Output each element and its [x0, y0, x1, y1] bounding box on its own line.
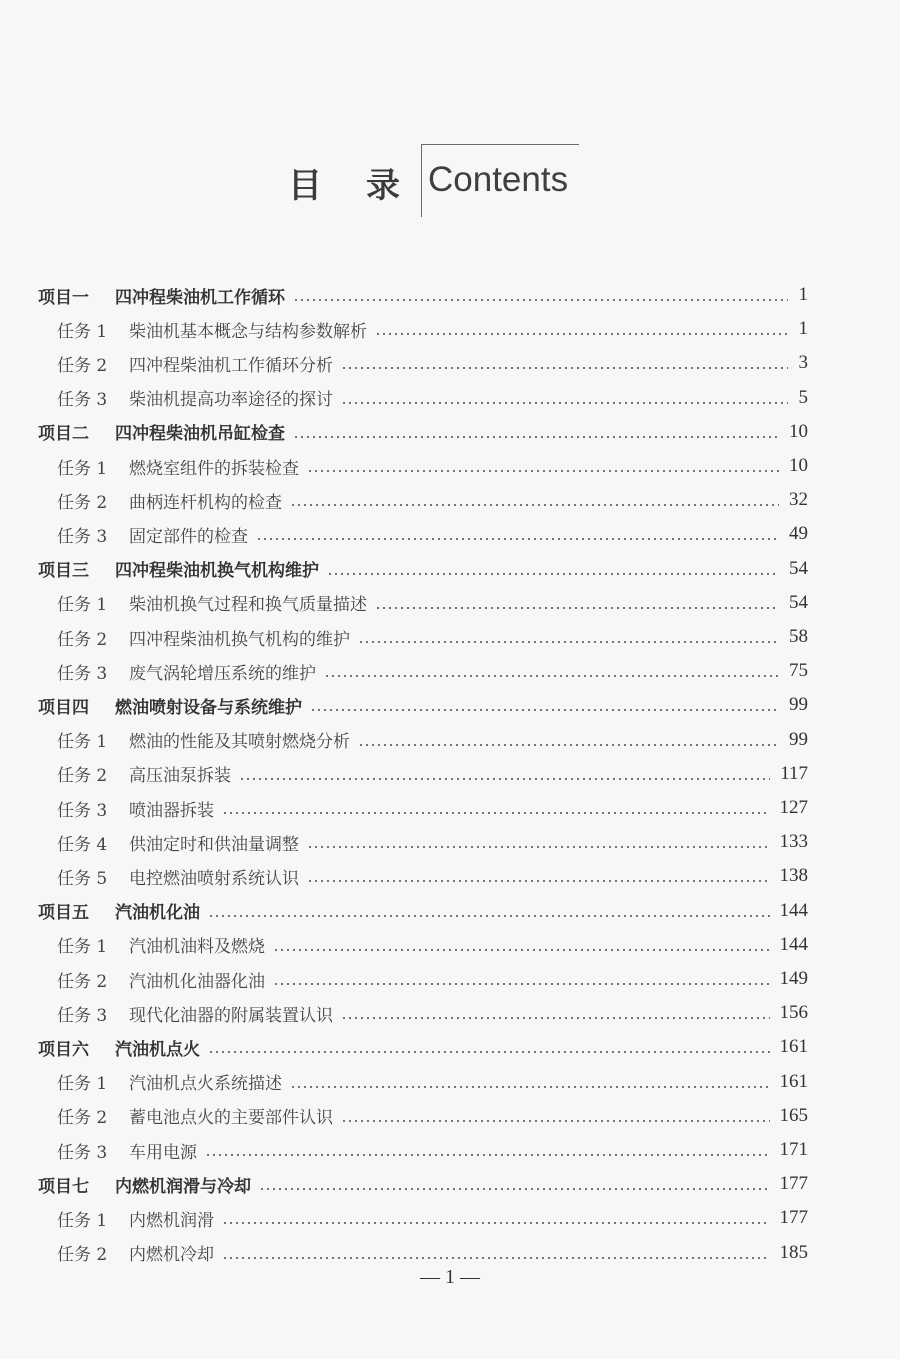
toc-project-entry[interactable]	[38, 415, 808, 449]
page-number: 75	[789, 660, 808, 682]
page-number: 32	[789, 489, 808, 511]
project-number: 项目六	[38, 1039, 89, 1060]
dot-leader	[290, 504, 779, 506]
dot-leader	[222, 812, 770, 814]
page-number: 177	[779, 1173, 808, 1195]
project-number: 项目七	[38, 1176, 89, 1197]
task-title: 曲柄连杆机构的检查	[129, 492, 282, 513]
toc-task-entry[interactable]	[57, 381, 808, 415]
task-number: 任务 5	[57, 868, 108, 889]
dot-leader	[205, 1154, 770, 1156]
dot-leader	[324, 675, 779, 677]
toc-project-entry[interactable]	[38, 278, 808, 312]
project-number: 项目五	[38, 903, 89, 924]
task-title: 四冲程柴油机工作循环分析	[129, 355, 333, 376]
toc-task-entry[interactable]	[57, 654, 808, 688]
project-title: 汽油机化油	[115, 903, 200, 924]
dot-leader	[358, 744, 779, 746]
dot-leader	[239, 778, 770, 780]
task-number: 任务 1	[57, 937, 108, 958]
title-english: Contents	[428, 160, 569, 199]
task-number: 任务 3	[57, 526, 108, 547]
toc-task-entry[interactable]	[57, 859, 808, 893]
task-title: 内燃机冷却	[129, 1245, 214, 1266]
page-number: 127	[779, 797, 808, 818]
project-number: 项目一	[38, 287, 89, 308]
toc-task-entry[interactable]	[57, 791, 808, 825]
task-number: 任务 1	[57, 458, 108, 479]
toc-task-entry[interactable]	[57, 962, 808, 996]
page-number: 1	[798, 318, 808, 340]
toc-task-entry[interactable]	[57, 1065, 808, 1099]
task-title: 供油定时和供油量调整	[129, 834, 299, 855]
project-number: 项目二	[38, 424, 89, 445]
task-title: 柴油机换气过程和换气质量描述	[129, 595, 367, 616]
toc-task-entry[interactable]	[57, 757, 808, 791]
task-number: 任务 3	[57, 800, 108, 821]
page-number: 133	[779, 831, 808, 853]
toc-task-entry[interactable]	[57, 1236, 808, 1270]
task-number: 任务 2	[57, 1108, 108, 1129]
toc-task-entry[interactable]	[57, 346, 808, 380]
task-title: 汽油机化油器化油	[129, 971, 265, 992]
task-number: 任务 3	[57, 1142, 108, 1163]
title-chinese: 目录	[288, 166, 444, 206]
task-title: 高压油泵拆装	[129, 766, 231, 787]
toc-task-entry[interactable]	[57, 1201, 808, 1235]
page-number: 177	[779, 1207, 808, 1229]
task-title: 内燃机润滑	[129, 1210, 214, 1231]
toc-title	[0, 140, 900, 220]
task-title: 四冲程柴油机换气机构的维护	[129, 629, 350, 650]
task-title: 车用电源	[129, 1142, 197, 1163]
task-number: 任务 2	[57, 1245, 108, 1266]
page-number: 1	[798, 284, 808, 305]
dot-leader	[208, 1051, 770, 1053]
project-title: 燃油喷射设备与系统维护	[115, 697, 302, 718]
task-title: 柴油机提高功率途径的探讨	[129, 390, 333, 411]
toc-task-entry[interactable]	[57, 483, 808, 517]
page-number: 165	[779, 1104, 808, 1126]
task-title: 废气涡轮增压系统的维护	[129, 663, 316, 684]
toc-task-entry[interactable]	[57, 517, 808, 551]
dot-leader	[273, 949, 770, 951]
dot-leader	[375, 607, 779, 609]
page-number: 99	[789, 694, 808, 716]
page-number: 54	[789, 591, 808, 613]
dot-leader	[341, 402, 788, 404]
toc-task-entry[interactable]	[57, 449, 808, 483]
page-number: 171	[779, 1139, 808, 1160]
task-title: 柴油机基本概念与结构参数解析	[129, 321, 367, 342]
task-number: 任务 3	[57, 390, 108, 411]
toc-task-entry[interactable]	[57, 620, 808, 654]
dot-leader	[293, 436, 779, 438]
page-number: 117	[780, 762, 808, 784]
project-title: 四冲程柴油机吊缸检查	[115, 424, 285, 445]
project-title: 四冲程柴油机工作循环	[115, 287, 285, 308]
page-number: 144	[779, 933, 808, 955]
toc-task-entry[interactable]	[57, 312, 808, 346]
dot-leader	[256, 538, 779, 540]
page-number: 138	[779, 865, 808, 887]
dot-leader	[273, 983, 770, 985]
page-number: 10	[789, 455, 808, 476]
toc-project-entry[interactable]	[38, 552, 808, 586]
dot-leader	[310, 709, 779, 711]
page-number: 161	[779, 1070, 808, 1092]
toc-project-entry[interactable]	[38, 688, 808, 722]
task-number: 任务 4	[57, 834, 108, 855]
task-title: 汽油机点火系统描述	[129, 1074, 282, 1095]
dot-leader	[290, 1086, 770, 1088]
dot-leader	[222, 1222, 770, 1224]
toc-task-entry[interactable]	[57, 586, 808, 620]
task-number: 任务 1	[57, 1210, 108, 1231]
task-title: 电控燃油喷射系统认识	[129, 868, 299, 889]
dot-leader	[341, 1120, 770, 1122]
task-number: 任务 3	[57, 1005, 108, 1026]
page-number: 156	[779, 1002, 808, 1024]
task-number: 任务 2	[57, 766, 108, 787]
toc-project-entry[interactable]	[38, 894, 808, 928]
task-number: 任务 1	[57, 321, 108, 342]
task-title: 现代化油器的附属装置认识	[129, 1005, 333, 1026]
task-title: 燃油的性能及其喷射燃烧分析	[129, 732, 350, 753]
page-number: 185	[779, 1241, 808, 1263]
page-number: 5	[798, 386, 808, 408]
task-title: 固定部件的检查	[129, 526, 248, 547]
project-title: 汽油机点火	[115, 1039, 200, 1060]
task-title: 喷油器拆装	[129, 800, 214, 821]
task-number: 任务 1	[57, 732, 108, 753]
dot-leader	[375, 333, 788, 335]
task-number: 任务 2	[57, 492, 108, 513]
task-title: 汽油机油料及燃烧	[129, 937, 265, 958]
page-number: 3	[798, 352, 808, 374]
task-number: 任务 2	[57, 355, 108, 376]
toc-task-entry[interactable]	[57, 1133, 808, 1167]
page-number: 49	[789, 523, 808, 545]
page-number: 58	[789, 626, 808, 647]
page-number-footer: — 1 —	[420, 1266, 480, 1288]
project-number: 项目三	[38, 561, 89, 582]
dot-leader	[222, 1257, 770, 1259]
dot-leader	[341, 1017, 770, 1019]
task-number: 任务 2	[57, 971, 108, 992]
dot-leader	[307, 846, 770, 848]
toc-task-entry[interactable]	[57, 825, 808, 859]
toc-task-entry[interactable]	[57, 723, 808, 757]
toc-task-entry[interactable]	[57, 928, 808, 962]
dot-leader	[341, 367, 788, 369]
toc-task-entry[interactable]	[57, 996, 808, 1030]
page-number: 10	[789, 420, 808, 442]
toc-project-entry[interactable]	[38, 1167, 808, 1201]
dot-leader	[259, 1188, 770, 1190]
page-number: 99	[789, 728, 808, 750]
dot-leader	[293, 299, 788, 301]
page-number: 149	[779, 968, 808, 989]
task-number: 任务 2	[57, 629, 108, 650]
toc-task-entry[interactable]	[57, 1099, 808, 1133]
task-number: 任务 1	[57, 1074, 108, 1095]
page-number: 54	[789, 557, 808, 579]
dot-leader	[358, 641, 779, 643]
page-number: 161	[779, 1036, 808, 1058]
task-title: 燃烧室组件的拆装检查	[129, 458, 299, 479]
project-title: 内燃机润滑与冷却	[115, 1176, 251, 1197]
dot-leader	[307, 470, 779, 472]
page-number: 144	[779, 899, 808, 921]
project-title: 四冲程柴油机换气机构维护	[115, 561, 319, 582]
project-number: 项目四	[38, 697, 89, 718]
task-number: 任务 1	[57, 595, 108, 616]
toc-project-entry[interactable]	[38, 1030, 808, 1064]
dot-leader	[208, 915, 770, 917]
dot-leader	[327, 573, 779, 575]
task-number: 任务 3	[57, 663, 108, 684]
task-title: 蓄电池点火的主要部件认识	[129, 1108, 333, 1129]
dot-leader	[307, 880, 770, 882]
